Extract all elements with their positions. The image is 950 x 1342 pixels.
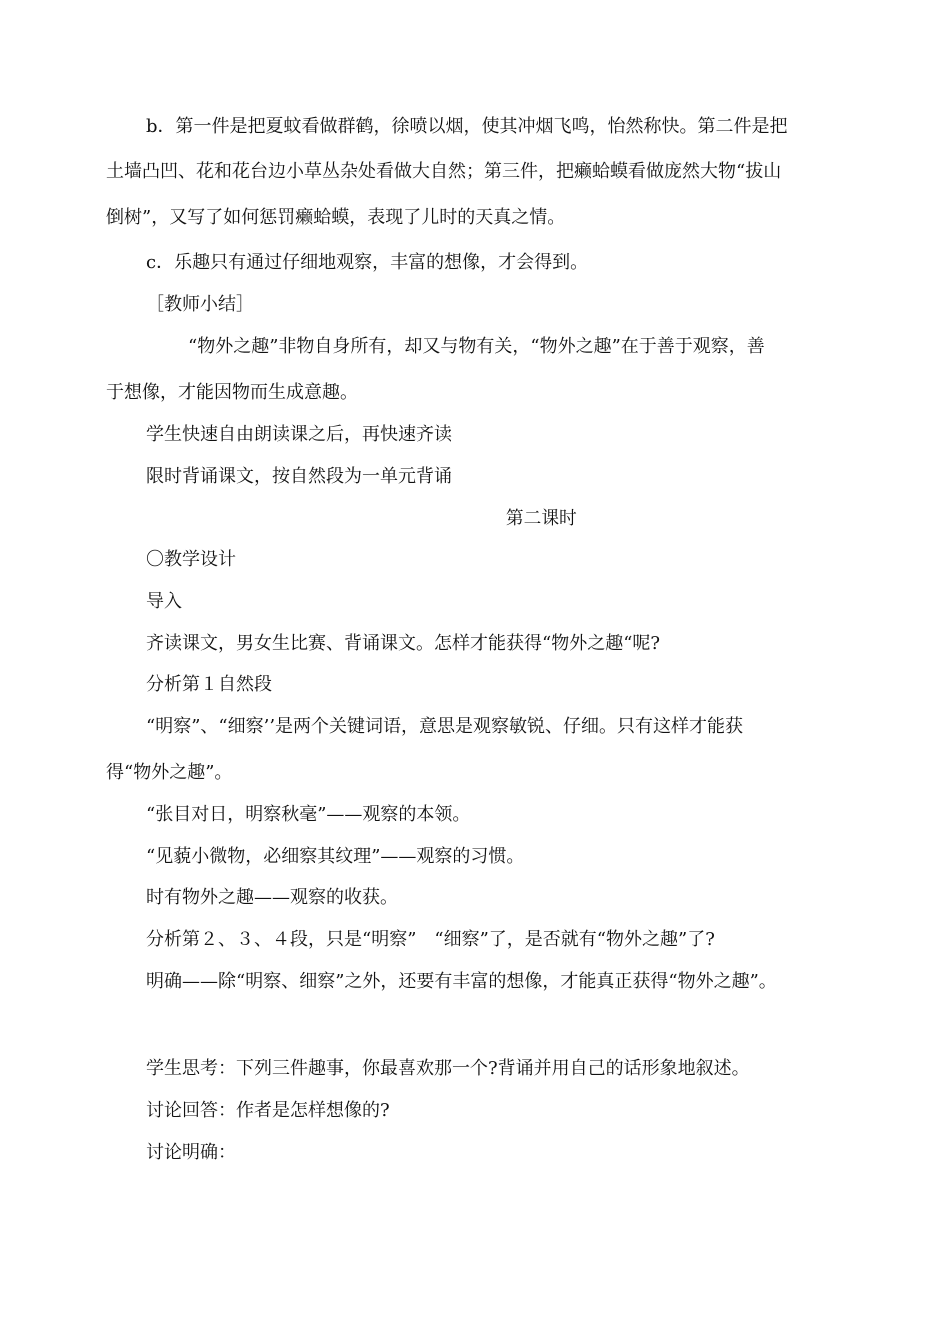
discussion-clarification: 讨论明确： — [146, 1142, 236, 1163]
introduction-text: 齐读课文，男女生比赛、背诵课文。怎样才能获得“物外之趣“呢? — [146, 633, 661, 654]
teaching-design-heading: 〇教学设计 — [146, 549, 236, 570]
paragraph-b-line-3: 倒树”，又写了如何惩罚癞蛤蟆，表现了儿时的天真之情。 — [106, 207, 566, 228]
student-thinking: 学生思考：下列三件趣事，你最喜欢那一个?背诵并用自己的话形象地叙述。 — [146, 1058, 750, 1079]
analysis-line-1: “明察”、“细察’’是两个关键词语，意思是观察敏锐、仔细。只有这样才能获 — [146, 716, 744, 737]
summary-line-1: “物外之趣”非物自身所有，却又与物有关，“物外之趣”在于善于观察，善 — [188, 336, 765, 357]
recitation-instruction: 限时背诵课文，按自然段为一单元背诵 — [146, 466, 452, 487]
analysis-line-2: 得“物外之趣”。 — [106, 762, 233, 783]
paragraph-c: c．乐趣只有通过仔细地观察，丰富的想像，才会得到。 — [146, 252, 589, 273]
discussion-answer: 讨论回答：作者是怎样想像的? — [146, 1100, 390, 1121]
quote-observation-skill: “张目对日，明察秋毫”——观察的本领。 — [146, 804, 471, 825]
analysis-paragraph-1-heading: 分析第１自然段 — [146, 674, 272, 695]
quote-observation-habit: “见藐小微物，必细察其纹理”——观察的习惯。 — [146, 846, 525, 867]
summary-line-2: 于想像，才能因物而生成意趣。 — [106, 382, 358, 403]
section-title-second-lesson: 第二课时 — [505, 508, 577, 529]
teacher-summary-heading: ［教师小结］ — [146, 294, 254, 315]
reading-instruction: 学生快速自由朗读课之后，再快速齐读 — [146, 424, 452, 445]
analysis-paragraphs-2-4: 分析第２、３、４段，只是“明察” “细察”了，是否就有“物外之趣”了? — [146, 929, 715, 950]
observation-gain: 时有物外之趣——观察的收获。 — [146, 887, 398, 908]
paragraph-b-line-1: b．第一件是把夏蚊看做群鹤，徐喷以烟，使其冲烟飞鸣，怡然称快。第二件是把 — [146, 116, 788, 137]
clarification: 明确——除“明察、细察”之外，还要有丰富的想像，才能真正获得“物外之趣”。 — [146, 971, 777, 992]
introduction-heading: 导入 — [146, 591, 182, 612]
paragraph-b-line-2: 土墙凸凹、花和花台边小草丛杂处看做大自然；第三件，把癞蛤蟆看做庞然大物“拔山 — [106, 161, 782, 182]
